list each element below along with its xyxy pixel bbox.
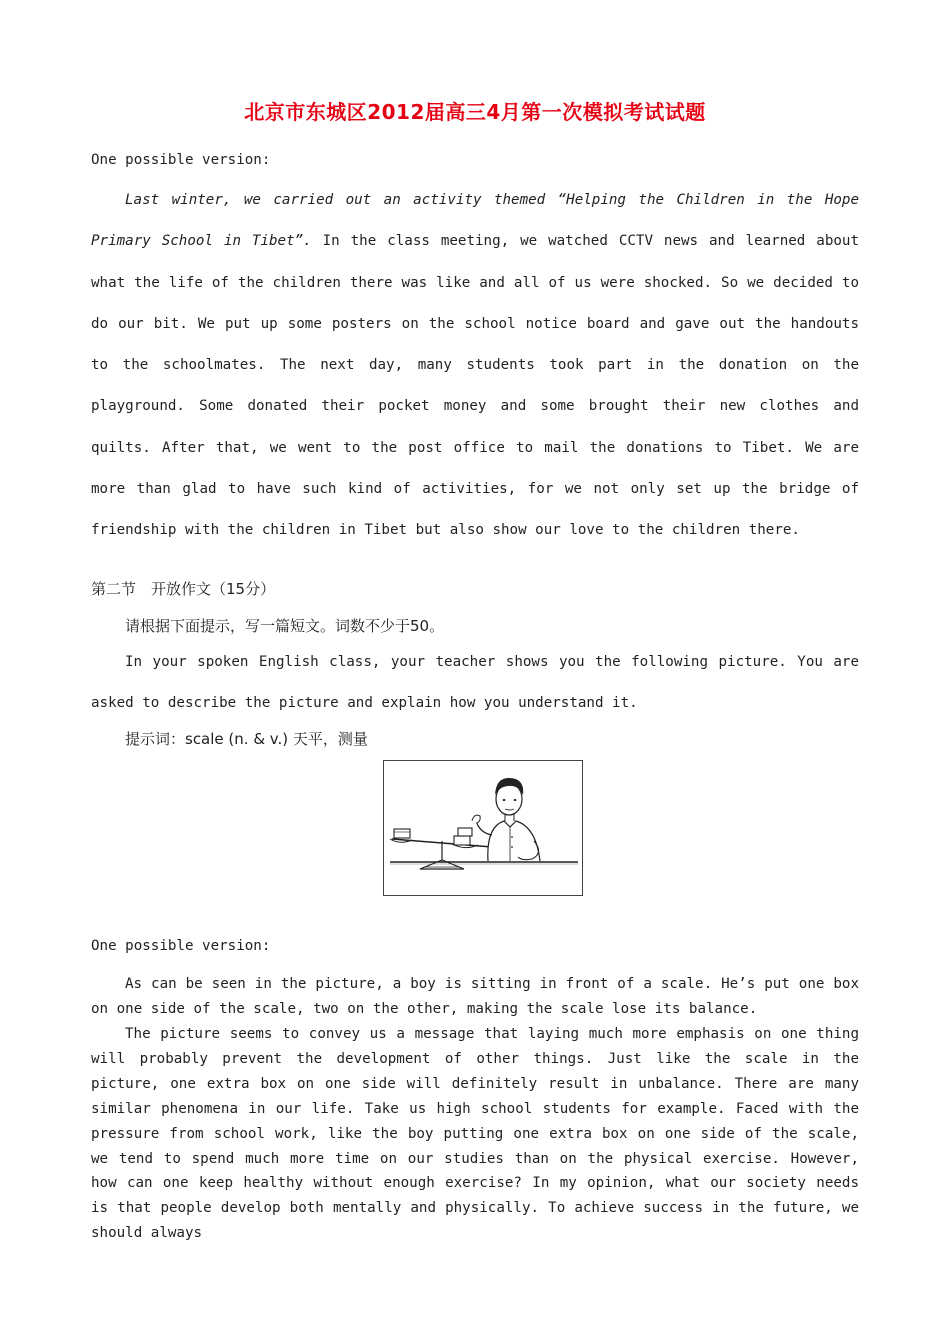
- sample-essay-1: [91, 180, 859, 552]
- writing-instruction: 请根据下面提示，写一篇短文。词数不少于50。: [125, 617, 445, 635]
- hint-words: 提示词：scale (n. & v.) 天平，测量: [125, 730, 368, 748]
- writing-prompt: In your spoken English class, your teacher shows you the following picture. You are asked to describe the picture and explain how you understand it.: [91, 654, 859, 712]
- version-label-1: One possible version:: [91, 152, 271, 168]
- boy-with-scale-picture: [383, 760, 583, 896]
- boy-with-scale-illustration: [384, 761, 582, 895]
- page-title: 北京市东城区2012届高三4月第一次模拟考试试题: [244, 100, 706, 124]
- sample-essay-2-paragraph-1: As can be seen in the picture, a boy is sitting in front of a scale. He’s put one box on one side of the scale, two on the other, making the scale lose its balance.: [91, 976, 859, 1017]
- version-label-2: One possible version:: [91, 938, 271, 954]
- sample-essay-2-paragraph-2: The picture seems to convey us a message that laying much more emphasis on one thing will probably prevent the development of other things. Just like the scale in the picture, one extra box on one side will definitely result in unbalance. There are many similar phenomena in our life. Take us high school students for example. Faced with the pressure from school work, like the boy putting one extra box on one side of the scale, we tend to spend much more time on our studies than on the physical exercise. However, how can one keep healthy without enough exercise? In my opinion, what our society needs is that people develop both mentally and physically. To achieve success in the future, we should always: [91, 1026, 859, 1242]
- essay-1-italic-intro: Last winter, we carried out an activity themed “Helping the Children in the Hope Primary School in Tibet”.: [91, 192, 859, 250]
- essay-1-body: In the class meeting, we watched CCTV news and learned about what the life of the children there was like and all of us were shocked. So we decided to do our bit. We put up some posters on the school notice board and gave out the handouts to the schoolmates. The next day, many students took part in the donation on the playground. Some donated their pocket money and some brought their new clothes and quilts. After that, we went to the post office to mail the donations to Tibet. We are more than glad to have such kind of activities, for we not only set up the bridge of friendship with the children in Tibet but also show our love to the children there.: [91, 233, 859, 539]
- section-heading: 第二节 开放作文（15分）: [91, 580, 276, 598]
